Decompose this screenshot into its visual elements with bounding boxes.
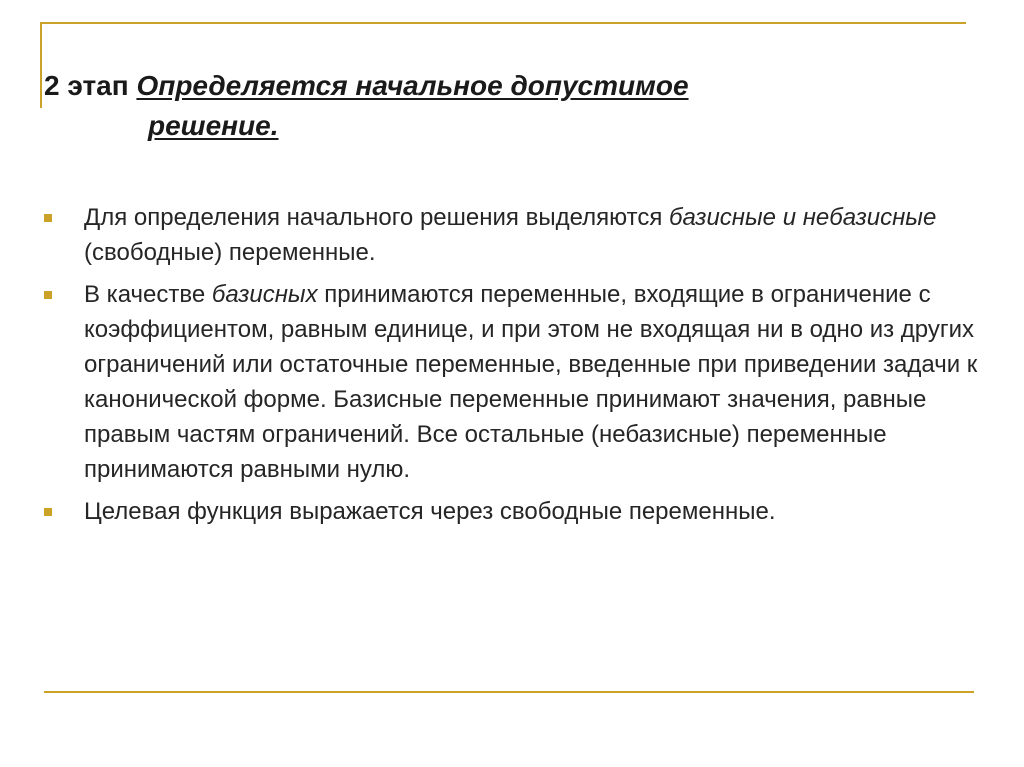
left-border-line [40,22,42,108]
square-bullet-icon [44,214,52,222]
slide-title [44,66,944,146]
bullet-text: Целевая функция выражается через свободные переменные. [84,498,776,525]
top-border-line [40,22,966,24]
square-bullet-icon [44,508,52,516]
title-heading-line2: решение. [148,110,279,141]
bullet-item [44,200,984,270]
stage-label: 2 этап [44,70,129,101]
bottom-border-line [44,691,974,693]
bullet-text: (свободные) переменные. [84,239,376,266]
bullet-item [44,277,984,487]
bullet-text: принимаются переменные, входящие в ограничение с коэффициентом, равным единице, и при этом не входящая ни в одно из других ограничений или остаточные переменные, введенные при приведении задачи к канонической форме. Базисные переменные принимают значения, равные правым частям ограничений. Все остальные (небазисные) переменные принимаются равными нулю. [84,281,978,483]
title-heading-line1: Определяется начальное допустимое [136,70,689,101]
square-bullet-icon [44,291,52,299]
bullet-text: Для определения начального решения выделяются [84,204,669,231]
bullet-item [44,494,984,529]
bullet-text-italic: базисных [211,281,318,308]
bullet-text-italic: базисные и небазисные [668,204,937,231]
bullet-text: В качестве [84,281,212,308]
bullet-list [44,200,984,536]
